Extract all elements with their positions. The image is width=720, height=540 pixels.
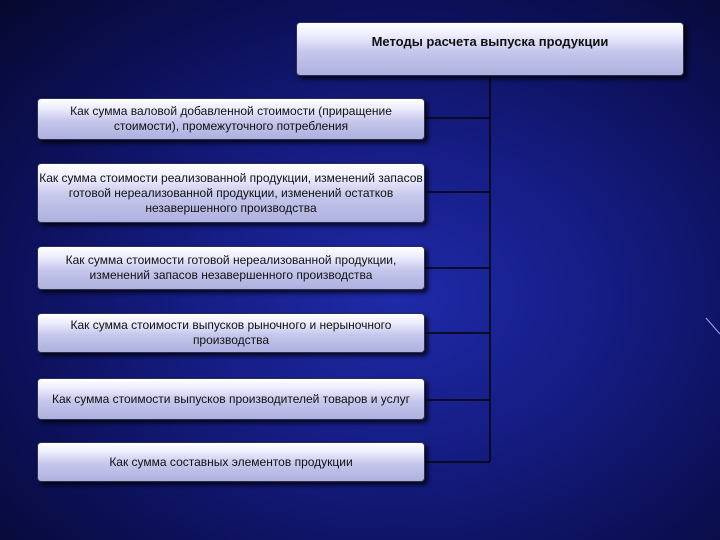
method-text-6: Как сумма составных элементов продукции: [109, 454, 353, 469]
method-box-4: [37, 313, 425, 353]
method-text-2: Как сумма стоимости реализованной продукции, изменений запасов готовой нереализованной продукции, изменений остатков незавершенного производства: [39, 170, 423, 215]
method-text-5: Как сумма стоимости выпусков производителей товаров и услуг: [52, 391, 410, 406]
method-text-3: Как сумма стоимости готовой нереализованной продукции, изменений запасов незавершенного производства: [65, 253, 397, 282]
method-box-6: [37, 442, 425, 482]
decorative-streak: [706, 318, 720, 334]
method-box-3: [37, 246, 425, 290]
method-box-5: [37, 378, 425, 420]
method-text-4: Как сумма стоимости выпусков рыночного и нерыночного производства: [70, 318, 392, 347]
diagram-title: Методы расчета выпуска продукции: [371, 34, 609, 49]
diagram-title-box: [296, 22, 684, 76]
method-box-2: [37, 163, 425, 223]
method-text-1: Как сумма валовой добавленной стоимости (приращение стоимости), промежуточного потребления: [70, 104, 392, 133]
method-box-1: [37, 98, 425, 140]
